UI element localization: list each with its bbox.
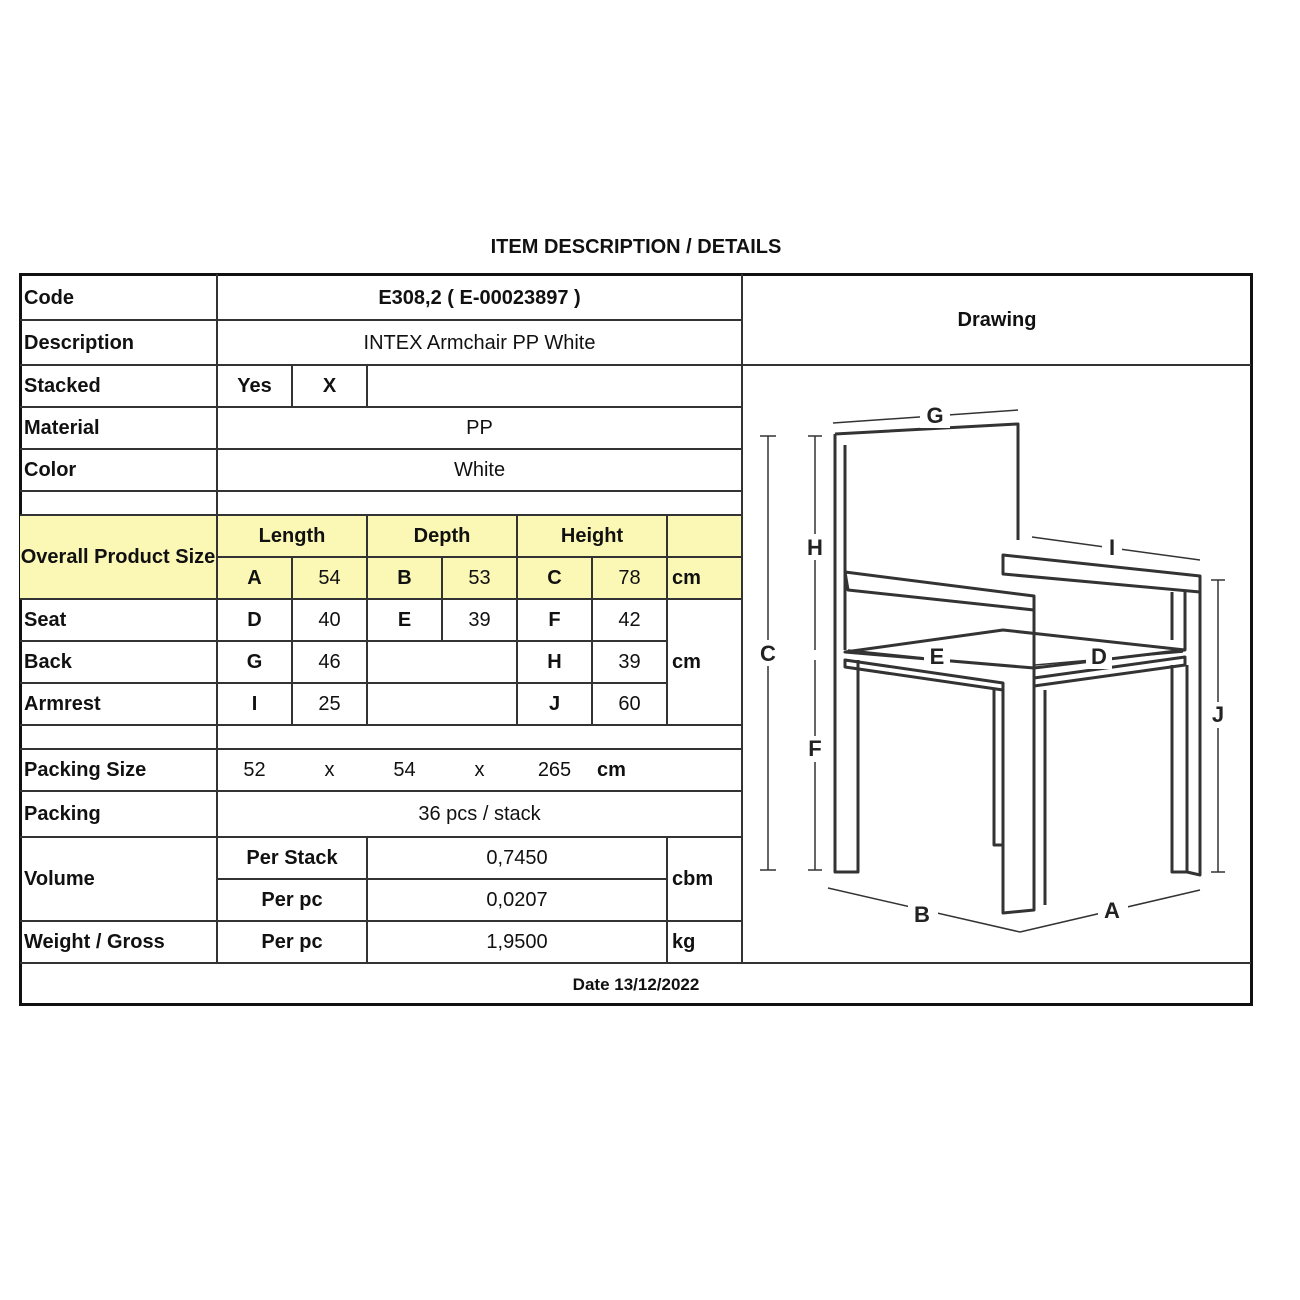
packing-size-v3: 265 bbox=[537, 758, 572, 781]
packing-size-x1: x bbox=[324, 758, 335, 781]
back-label: Back bbox=[24, 650, 72, 673]
weight-unit: kg bbox=[672, 930, 696, 953]
weight-per-pc-label: Per pc bbox=[261, 930, 323, 953]
packing-value: 36 pcs / stack bbox=[418, 802, 541, 825]
dim-g-letter: G bbox=[246, 650, 263, 673]
dim-c-value: 78 bbox=[593, 558, 666, 598]
volume-per-pc-label: Per pc bbox=[261, 888, 323, 911]
grid-line bbox=[366, 365, 368, 407]
volume-per-stack-label: Per Stack bbox=[246, 846, 338, 869]
dim-label-d: D bbox=[1091, 644, 1107, 669]
dim-g-value: 46 bbox=[318, 650, 341, 673]
dim-h-value: 39 bbox=[618, 650, 641, 673]
code-value: E308,2 ( E-00023897 ) bbox=[378, 286, 581, 309]
depth-header: Depth bbox=[368, 516, 516, 556]
overall-blank bbox=[668, 516, 741, 556]
armchair-drawing bbox=[742, 366, 1250, 962]
dim-h-letter: H bbox=[547, 650, 562, 673]
weight-value: 1,9500 bbox=[486, 930, 548, 953]
packing-size-label: Packing Size bbox=[24, 758, 147, 781]
dim-d-value: 40 bbox=[318, 608, 341, 631]
footer-date: Date 13/12/2022 bbox=[572, 975, 700, 994]
front-left-leg bbox=[1003, 610, 1034, 913]
weight-label: Weight / Gross bbox=[24, 930, 165, 953]
dim-e-value: 39 bbox=[468, 608, 491, 631]
seat bbox=[845, 630, 1185, 668]
overall-size-label: Overall Product Size bbox=[20, 516, 216, 598]
dim-a-letter: A bbox=[218, 558, 291, 598]
page-title: ITEM DESCRIPTION / DETAILS bbox=[490, 236, 782, 258]
dim-f-letter: F bbox=[548, 608, 561, 631]
color-label: Color bbox=[24, 459, 77, 481]
volume-per-stack-value: 0,7450 bbox=[486, 846, 548, 869]
left-armrest bbox=[845, 572, 1034, 610]
packing-label: Packing bbox=[24, 802, 101, 825]
dim-b-value: 53 bbox=[443, 558, 516, 598]
drawing-header: Drawing bbox=[957, 309, 1037, 331]
dim-label-i: I bbox=[1108, 535, 1116, 560]
dim-c-letter: C bbox=[518, 558, 591, 598]
volume-label: Volume bbox=[24, 867, 95, 890]
dim-b-letter: B bbox=[368, 558, 441, 598]
packing-size-v2: 54 bbox=[393, 758, 416, 781]
code-label: Code bbox=[24, 286, 74, 309]
packing-size-unit: cm bbox=[597, 758, 626, 781]
right-armrest bbox=[1003, 555, 1200, 592]
backrest-outline bbox=[835, 424, 1018, 540]
dim-e-letter: E bbox=[397, 608, 412, 631]
dim-d-letter: D bbox=[247, 608, 262, 631]
length-header: Length bbox=[218, 516, 366, 556]
armrest-label: Armrest bbox=[24, 692, 101, 715]
color-value: White bbox=[453, 459, 506, 481]
dim-f-value: 42 bbox=[618, 608, 641, 631]
dim-label-a: A bbox=[1104, 898, 1120, 923]
volume-per-pc-value: 0,0207 bbox=[486, 888, 548, 911]
packing-size-v1: 52 bbox=[243, 758, 266, 781]
dim-j-letter: J bbox=[548, 692, 561, 715]
stacked-label: Stacked bbox=[24, 375, 101, 397]
stacked-mark: X bbox=[322, 375, 337, 397]
dim-label-j: J bbox=[1211, 702, 1225, 727]
dim-label-e: E bbox=[929, 644, 945, 669]
packing-size-x2: x bbox=[474, 758, 485, 781]
grid-line bbox=[20, 724, 742, 726]
dim-j-value: 60 bbox=[618, 692, 641, 715]
height-header: Height bbox=[518, 516, 666, 556]
dim-i-letter: I bbox=[251, 692, 258, 715]
description-label: Description bbox=[24, 331, 135, 354]
dim-label-h: H bbox=[807, 535, 823, 560]
dim-label-c: C bbox=[760, 641, 776, 666]
material-label: Material bbox=[24, 417, 100, 439]
dim-a-value: 54 bbox=[293, 558, 366, 598]
dim-label-b: B bbox=[914, 902, 930, 927]
stacked-yes: Yes bbox=[237, 375, 272, 397]
material-value: PP bbox=[466, 417, 493, 439]
dim-label-f: F bbox=[808, 736, 822, 761]
volume-unit: cbm bbox=[672, 867, 714, 890]
seat-label: Seat bbox=[24, 608, 67, 631]
overall-unit: cm bbox=[668, 558, 741, 598]
seat-back-arm-unit: cm bbox=[672, 650, 701, 673]
dim-i-value: 25 bbox=[318, 692, 341, 715]
description-value: INTEX Armchair PP White bbox=[363, 331, 596, 354]
dim-label-g: G bbox=[926, 403, 944, 428]
